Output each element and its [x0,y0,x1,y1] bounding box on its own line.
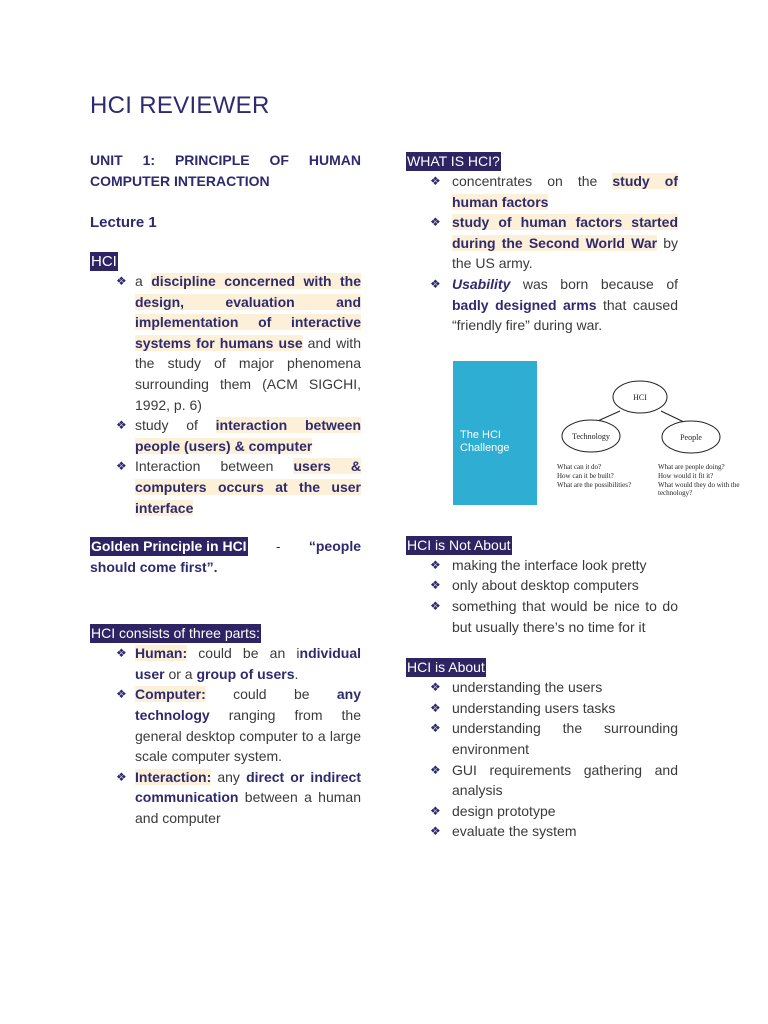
list-item: ❖ design prototype [406,801,678,822]
people-question: What would they do with the [658,481,740,489]
diamond-bullet-icon: ❖ [116,646,127,661]
three-parts-tag: HCI consists of three parts: [91,625,260,642]
list-item: ❖ GUI requirements gathering and analysis [430,761,678,799]
diamond-bullet-icon: ❖ [430,174,441,188]
not-about-list [406,555,678,637]
hci-node-label: HCI [633,393,647,402]
people-node-label: People [680,433,702,442]
not-about-tag: HCI is Not About [407,536,511,553]
diamond-bullet-icon: ❖ [430,215,441,230]
list-item: ❖ Human: could be an individual user or a group of users. [116,645,361,682]
list-item: ❖ study of interaction between people (users) & computer [116,417,362,454]
list-item: ❖ Interaction: any direct or indirect communication between a human and computer [116,768,361,826]
hci-list [90,271,361,518]
lecture-heading: Lecture 1 [90,214,157,231]
hci-challenge-label: The HCI Challenge [460,429,510,454]
people-question: What are people doing? [658,463,725,471]
people-question: How would it fit it? [658,472,714,480]
diamond-bullet-icon: ❖ [430,598,441,613]
left-column [90,150,361,828]
three-parts-list [90,643,361,828]
hci-tag: HCI [91,253,117,270]
list-item: ❖ something that would be nice to do but usually there’s no time for it [430,597,678,635]
people-question: technology? [658,489,693,497]
diamond-bullet-icon: ❖ [116,274,127,288]
diamond-bullet-icon: ❖ [430,721,441,736]
tech-question: What are the possibilities? [557,481,632,489]
list-item: ❖ a discipline concerned with the design, evaluation and implementation of interactive systems for humans use and with the study of major phenomena surrounding them (ACM SIGCHI, 1992, p. 6) [116,273,361,413]
list-item: ❖ evaluate the system [406,821,678,842]
list-item: ❖ study of human factors started during the Second World War by the US army. [430,214,679,272]
tech-question: How can it be built? [557,472,614,480]
diamond-bullet-icon: ❖ [116,687,127,702]
list-item: ❖ Interaction between users & computers occurs at the user interface [116,458,361,516]
hci-challenge-diagram [453,361,747,506]
unit-heading: UNIT 1: PRINCIPLE OF HUMAN COMPUTER INTERACTION [90,152,361,189]
diamond-bullet-icon: ❖ [430,680,441,695]
tech-question: What can it do? [557,463,602,471]
page-title: HCI REVIEWER [90,92,270,119]
what-is-hci-list [406,171,678,336]
golden-principle: Golden Principle in HCI - “people should come first”. [90,538,361,576]
diamond-bullet-icon: ❖ [430,824,441,839]
diamond-bullet-icon: ❖ [430,700,441,715]
list-item: ❖ only about desktop computers [406,575,678,596]
golden-principle-tag: Golden Principle in HCI [91,538,247,555]
about-tag: HCI is About [407,659,485,676]
technology-node-label: Technology [572,432,610,441]
diamond-bullet-icon: ❖ [430,578,441,593]
diamond-bullet-icon: ❖ [430,557,441,572]
list-item: ❖ concentrates on the study of human factors [430,173,678,210]
list-item: ❖ understanding the users [406,677,678,698]
diamond-bullet-icon: ❖ [430,762,441,777]
list-item: ❖ understanding the surrounding environment [430,720,678,757]
diamond-bullet-icon: ❖ [430,803,441,818]
diamond-bullet-icon: ❖ [116,459,127,474]
list-item: ❖ Computer: could be any technology ranging from the general desktop computer to a large scale computer system. [116,686,361,765]
diamond-bullet-icon: ❖ [116,418,127,433]
about-list [406,677,678,842]
diamond-bullet-icon: ❖ [430,276,441,291]
list-item: ❖ Usability was born because of badly designed arms that caused “friendly fire” during war. [430,275,678,334]
diamond-bullet-icon: ❖ [116,769,127,784]
list-item: ❖ understanding users tasks [406,698,678,719]
hci-diagram-svg [453,361,747,506]
list-item: ❖ making the interface look pretty [406,555,678,576]
what-is-hci-tag: WHAT IS HCI? [407,153,500,169]
